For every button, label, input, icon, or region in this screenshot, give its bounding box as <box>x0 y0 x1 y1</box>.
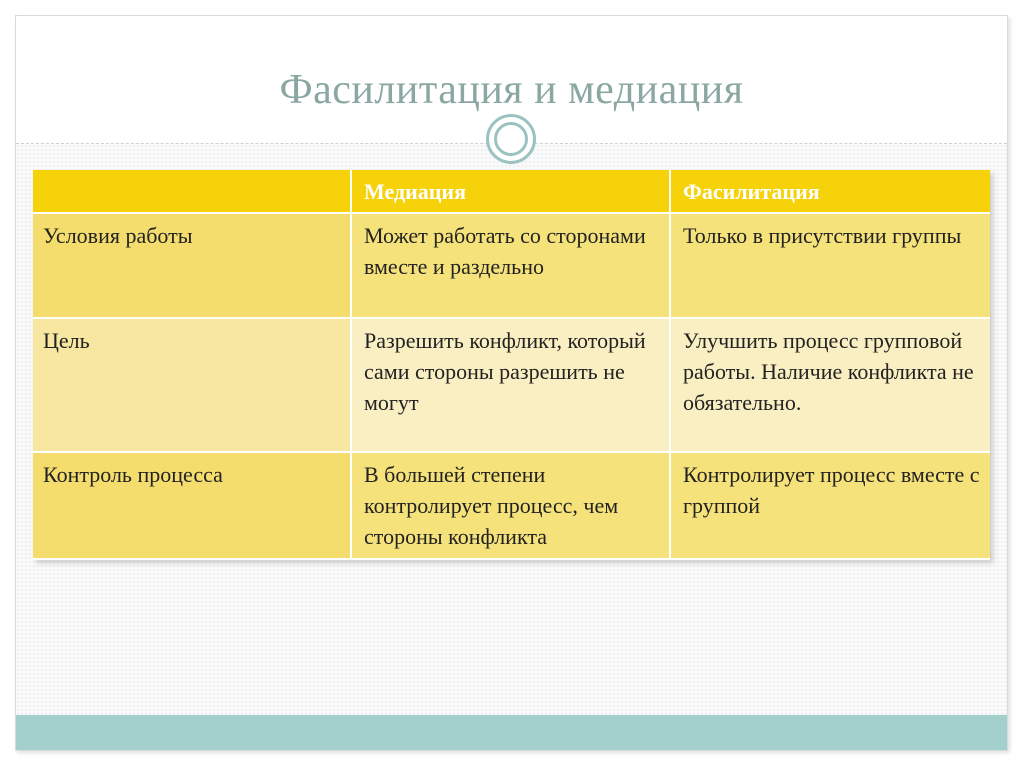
bottom-accent-bar <box>16 715 1007 750</box>
cell-facilitation-process-control: Контролирует процесс вместе с группой <box>670 452 990 559</box>
header-mediation: Медиация <box>351 170 670 213</box>
table-header-row <box>33 170 990 213</box>
comparison-table-container <box>33 170 990 560</box>
cell-mediation-process-control: В большей степени контролирует процесс, чем стороны конфликта <box>351 452 670 559</box>
table-row <box>33 452 990 559</box>
row-label-work-conditions: Условия работы <box>33 213 351 318</box>
slide-title: Фасилитация и медиация <box>279 67 744 113</box>
row-label-process-control: Контроль процесса <box>33 452 351 559</box>
table-row <box>33 213 990 318</box>
header-facilitation: Фасилитация <box>670 170 990 213</box>
row-label-goal: Цель <box>33 318 351 452</box>
header-empty-cell <box>33 170 351 213</box>
slide <box>15 15 1008 751</box>
double-circle-ornament-icon <box>486 114 536 164</box>
cell-facilitation-goal: Улучшить процесс групповой работы. Наличие конфликта не обязательно. <box>670 318 990 452</box>
cell-mediation-goal: Разрешить конфликт, который сами стороны разрешить не могут <box>351 318 670 452</box>
cell-mediation-work-conditions: Может работать со сторонами вместе и раздельно <box>351 213 670 318</box>
table-row <box>33 318 990 452</box>
cell-facilitation-work-conditions: Только в присутствии группы <box>670 213 990 318</box>
comparison-table <box>33 170 990 560</box>
